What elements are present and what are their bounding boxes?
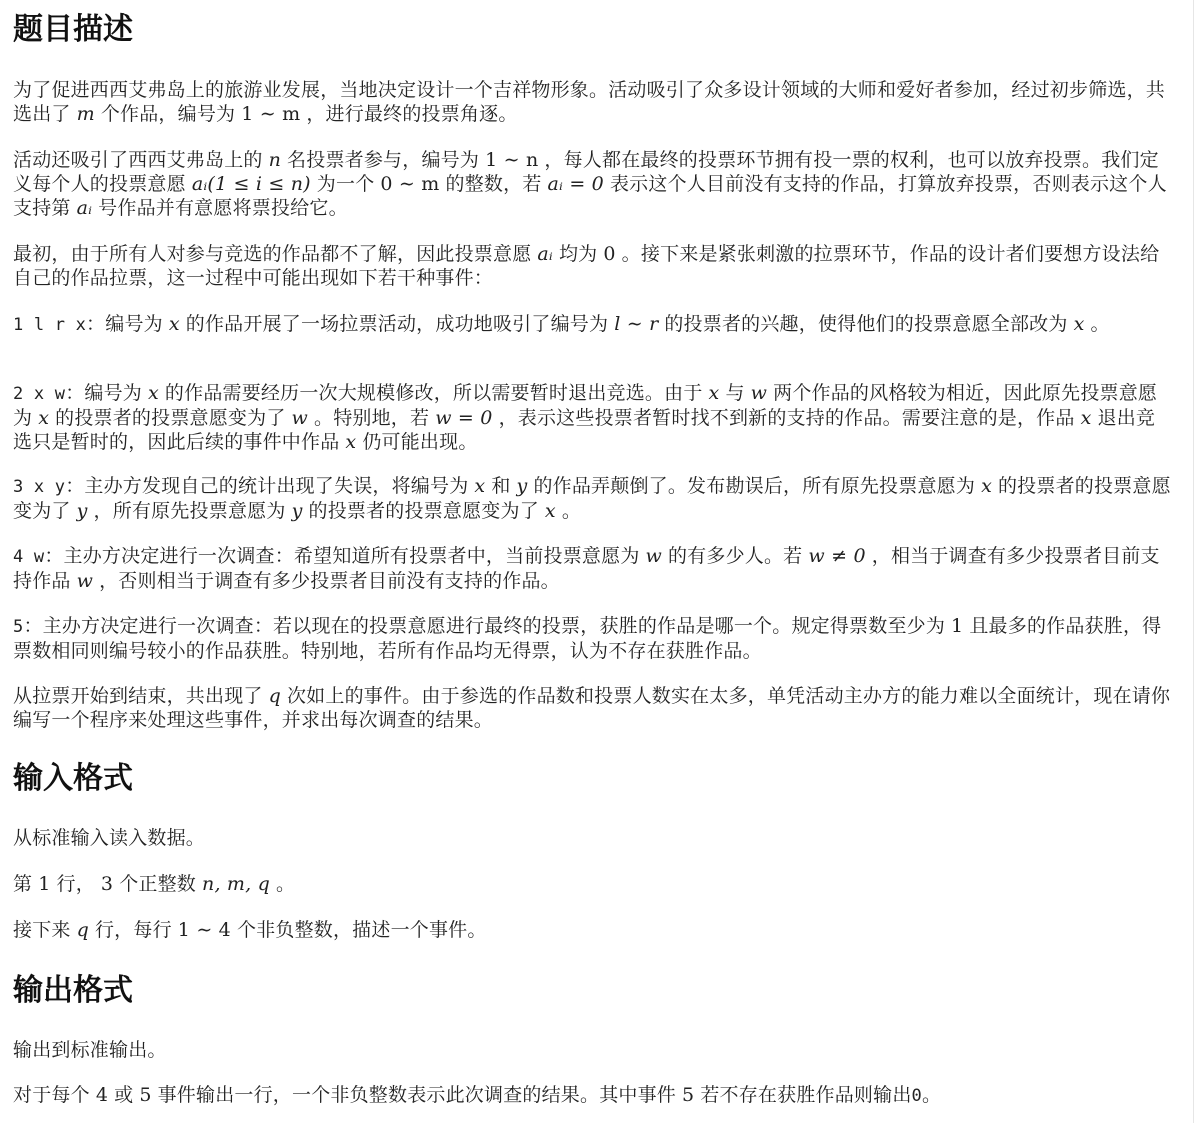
math: 4 [95,1084,109,1106]
text: 若不存在获胜作品则输出 [700,1084,912,1106]
event-code: 1 l r x [13,315,87,335]
math: x [981,475,992,497]
math: y [76,500,88,522]
text: 事件输出一行，一个非负整数表示此次调查的结果。其中事件 [157,1084,677,1106]
text: 表示这个人目前没有支持的作品，打算放弃投票，否则表示这个人支持第 [13,173,1167,219]
math: 1 ∼ n [485,149,539,171]
text: 。 [561,500,582,522]
output-line-2 [13,1083,1173,1108]
text: 接下来 [13,919,71,941]
math: w ≠ 0 [808,545,866,567]
math: q [76,919,89,941]
text: ：主办方决定进行一次调查：若以现在的投票意愿进行最终的投票，获胜的作品是哪一个。规定得票数至少为 [23,615,946,637]
text: ，否则相当于调查有多少投票者目前没有支持的作品。 [99,570,560,592]
math: w [750,382,768,404]
text: 行， [56,873,95,895]
text: 。 [921,1084,942,1106]
math: 5 [139,1084,152,1106]
text: 从标准输入读入数据。 [13,827,206,849]
math: 1 ∼ m [241,103,301,125]
event-code: 2 x w [13,384,66,404]
inline-code: 0 [911,1086,922,1106]
math: x [544,500,556,522]
paragraph-task [13,684,1173,732]
text: 。接下来是紧张刺激的拉票环节，作品的设计者们要想方设法给自己的作品拉票，这一过程中可能出现如下若干种事件： [13,243,1160,289]
input-line-3 [13,918,1173,942]
text: 个正整数 [119,873,197,895]
heading-output-format: 输出格式 [13,973,133,1008]
math: aᵢ = 0 [547,173,604,195]
text: 。特别地，若 [314,407,430,429]
text: 的整数，若 [445,173,542,195]
event-1 [13,312,1173,337]
math: x [38,407,50,429]
heading-problem-description: 题目描述 [13,12,133,47]
math: x [345,431,357,453]
text: 和 [491,475,511,497]
paragraph-initial-state [13,242,1173,290]
text: 仍可能出现。 [362,431,478,453]
text: 的投票者的投票意愿变为了 [308,500,539,522]
heading-input-format: 输入格式 [13,761,133,796]
math: aᵢ [76,197,93,219]
math: y [291,500,303,522]
math: x [1073,313,1085,335]
math: l ∼ r [614,313,659,335]
text: 的作品开展了一场拉票活动，成功地吸引了编号为 [185,313,609,335]
math: x [708,382,720,404]
math: x [168,313,180,335]
text: ，进行最终的投票角逐。 [306,103,518,125]
text: ：编号为 [86,313,163,335]
text: 或 [114,1084,134,1106]
text: 名投票者参与，编号为 [287,149,480,171]
text: ，表示这些投票者暂时找不到新的支持的作品。需要注意的是，作品 [498,407,1075,429]
text: ：主办方决定进行一次调查：希望知道所有投票者中，当前投票意愿为 [44,545,640,567]
text: 行，每行 [94,919,172,941]
math: n, m, q [202,873,270,895]
math: m [76,103,95,125]
event-code: 5 [13,617,24,637]
text: 个作品，编号为 [100,103,236,125]
math: x [148,382,159,404]
event-3 [13,474,1173,523]
text: 活动还吸引了西西艾弗岛上的 [13,149,263,171]
math: n [268,149,282,171]
text: ，每人都在最终的投票环节拥有投一票的权利，也可以放弃投票。我们定义每个人的投票意愿 [13,149,1159,195]
math: w = 0 [435,407,493,429]
text: 的有多少人。若 [667,545,803,567]
math: 1 [38,873,51,895]
paragraph-voters [13,148,1173,220]
math: q [268,685,281,707]
math: 0 ∼ m [380,173,440,195]
text: 第 [13,873,33,895]
math: w [291,407,308,429]
text: 均为 [558,243,598,265]
text: 输出到标准输出。 [13,1039,167,1061]
input-line-1 [13,826,1173,850]
text: ，相当于调查有多少投票者目前支持作品 [13,545,1160,592]
math: aᵢ(1 ≤ i ≤ n) [191,173,311,195]
text: ：编号为 [65,382,142,404]
math: 1 ∼ 4 [177,919,231,941]
text: 且最多的作品获胜，得票数相同则编号较小的作品获胜。特别地，若所有作品均无得票，认为不存在获胜作品。 [13,615,1162,662]
text: 的作品弄颠倒了。发布勘误后，所有原先投票意愿为 [533,475,976,497]
text: 两个作品的风格较为相近，因此原先投票意愿为 [13,382,1158,429]
event-2 [13,381,1173,454]
text: 与 [725,382,745,404]
text: ，所有原先投票意愿为 [93,500,286,522]
text: 的投票者的投票意愿变为了 [13,475,1171,522]
text: 从拉票开始到结束，共出现了 [13,685,263,707]
page-edge-line [1193,0,1194,1123]
math: w [76,570,94,592]
math: 5 [682,1084,695,1106]
text: 的投票者的兴趣，使得他们的投票意愿全部改为 [664,313,1068,335]
text: 。 [1090,313,1110,335]
input-line-2 [13,872,1173,896]
text: ：主办方发现自己的统计出现了失误，将编号为 [65,475,469,497]
text: 对于每个 [13,1084,90,1106]
event-code: 3 x y [13,477,66,497]
text: 个非负整数，描述一个事件。 [236,919,487,941]
event-5 [13,614,1173,663]
output-line-1 [13,1038,1173,1062]
text: 次如上的事件。由于参选的作品数和投票人数实在太多，单凭活动主办方的能力难以全面统计，现在请你编写一个程序来处理这些事件，并求出每次调查的结果。 [13,685,1171,731]
event-4 [13,544,1173,593]
event-code: 4 w [13,547,45,567]
math: 1 [951,615,964,637]
text: 号作品并有意愿将票投给它。 [98,197,348,219]
math: 0 [603,243,616,265]
math: x [1080,407,1092,429]
text: 退出竞选只是暂时的，因此后续的事件中作品 [13,407,1156,453]
text: 为一个 [316,173,375,195]
paragraph-intro [13,78,1173,126]
math: w [645,545,662,567]
text: 的投票者的投票意愿变为了 [55,407,286,429]
math: 3 [100,873,114,895]
math: y [516,475,528,497]
text: 最初，由于所有人对参与竞选的作品都不了解，因此投票意愿 [13,243,532,265]
text: 。 [276,873,296,895]
math: x [474,475,486,497]
text: 的作品需要经历一次大规模修改，所以需要暂时退出竞选。由于 [164,382,703,404]
text: 为了促进西西艾弗岛上的旅游业发展，当地决定设计一个吉祥物形象。活动吸引了众多设计领域的大师和爱好者参加，经过初步筛选，共选出了 [13,79,1166,125]
math: aᵢ [537,243,553,265]
